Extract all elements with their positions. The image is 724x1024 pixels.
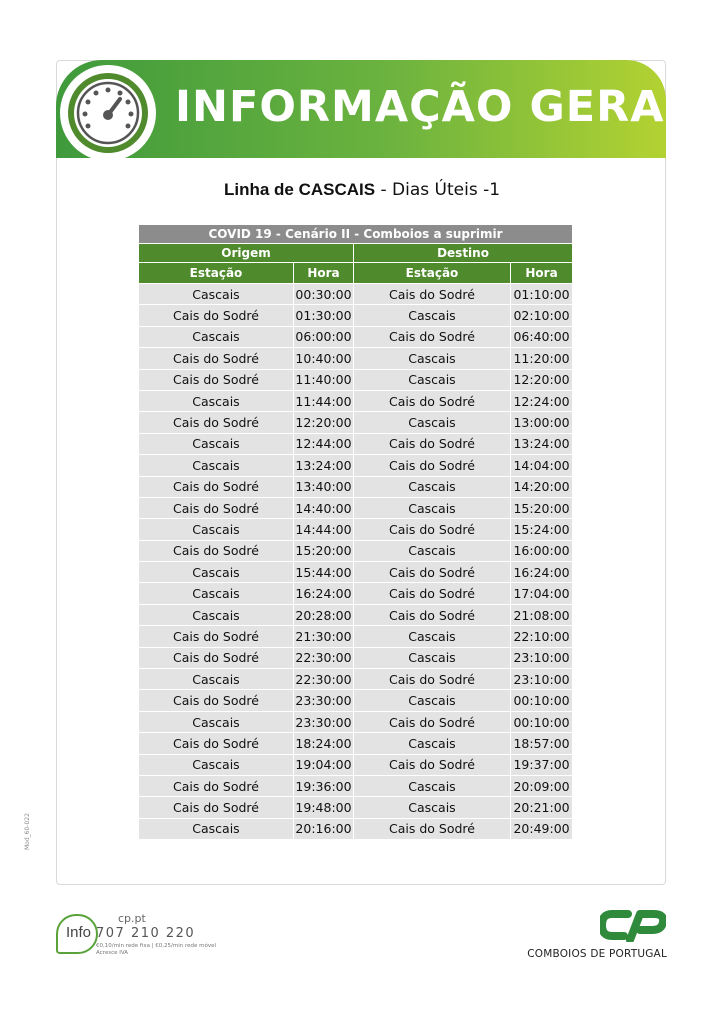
destination-time-cell: 00:10:00 bbox=[511, 690, 573, 711]
table-row bbox=[139, 604, 573, 625]
destination-station-cell: Cais do Sodré bbox=[354, 284, 511, 305]
suppressed-trains-table bbox=[138, 224, 573, 840]
destination-station-cell: Cascais bbox=[354, 540, 511, 561]
destination-station-cell: Cais do Sodré bbox=[354, 583, 511, 604]
destination-time-cell: 23:10:00 bbox=[511, 647, 573, 668]
table-row bbox=[139, 626, 573, 647]
origin-station-cell: Cais do Sodré bbox=[139, 348, 294, 369]
origin-station-cell: Cascais bbox=[139, 583, 294, 604]
table-row bbox=[139, 797, 573, 818]
destination-station-cell: Cais do Sodré bbox=[354, 818, 511, 839]
origin-station-cell: Cascais bbox=[139, 562, 294, 583]
origin-time-cell: 00:30:00 bbox=[294, 284, 354, 305]
origin-header: Origem bbox=[139, 244, 354, 263]
table-row bbox=[139, 562, 573, 583]
destination-station-cell: Cascais bbox=[354, 647, 511, 668]
origin-station-cell: Cais do Sodré bbox=[139, 369, 294, 390]
origin-station-cell: Cascais bbox=[139, 326, 294, 347]
origin-station-cell: Cais do Sodré bbox=[139, 647, 294, 668]
table-row bbox=[139, 305, 573, 326]
table-row bbox=[139, 476, 573, 497]
origin-time-cell: 19:36:00 bbox=[294, 775, 354, 796]
origin-time-cell: 14:40:00 bbox=[294, 497, 354, 518]
destination-station-cell: Cascais bbox=[354, 305, 511, 326]
destination-time-cell: 02:10:00 bbox=[511, 305, 573, 326]
destination-time-cell: 00:10:00 bbox=[511, 711, 573, 732]
destination-station-cell: Cais do Sodré bbox=[354, 669, 511, 690]
origin-time-cell: 01:30:00 bbox=[294, 305, 354, 326]
table-row bbox=[139, 540, 573, 561]
origin-station-cell: Cascais bbox=[139, 711, 294, 732]
origin-station-cell: Cascais bbox=[139, 433, 294, 454]
destination-time-cell: 14:20:00 bbox=[511, 476, 573, 497]
table-row bbox=[139, 455, 573, 476]
origin-station-cell: Cais do Sodré bbox=[139, 497, 294, 518]
table-row bbox=[139, 433, 573, 454]
origin-station-cell: Cais do Sodré bbox=[139, 626, 294, 647]
table-row bbox=[139, 775, 573, 796]
destination-station-cell: Cais do Sodré bbox=[354, 455, 511, 476]
destination-station-cell: Cascais bbox=[354, 412, 511, 433]
destination-time-cell: 16:24:00 bbox=[511, 562, 573, 583]
origin-station-cell: Cais do Sodré bbox=[139, 797, 294, 818]
table-row bbox=[139, 369, 573, 390]
table-row bbox=[139, 412, 573, 433]
destination-station-cell: Cais do Sodré bbox=[354, 754, 511, 775]
destination-station-cell: Cascais bbox=[354, 775, 511, 796]
table-row bbox=[139, 647, 573, 668]
table-row bbox=[139, 284, 573, 305]
destination-station-header: Estação bbox=[354, 263, 511, 284]
table-row bbox=[139, 390, 573, 411]
origin-time-cell: 12:20:00 bbox=[294, 412, 354, 433]
table-row bbox=[139, 818, 573, 839]
origin-time-cell: 23:30:00 bbox=[294, 711, 354, 732]
destination-station-cell: Cais do Sodré bbox=[354, 433, 511, 454]
destination-time-cell: 15:20:00 bbox=[511, 497, 573, 518]
line-label: Linha de CASCAIS bbox=[223, 180, 376, 199]
brand-name: COMBOIOS DE PORTUGAL bbox=[527, 948, 667, 960]
table-body bbox=[139, 284, 573, 840]
origin-station-cell: Cascais bbox=[139, 818, 294, 839]
info-phone: 707 210 220 bbox=[96, 926, 196, 941]
table-row bbox=[139, 711, 573, 732]
destination-time-cell: 15:24:00 bbox=[511, 519, 573, 540]
origin-time-cell: 22:30:00 bbox=[294, 647, 354, 668]
cp-logo bbox=[600, 908, 666, 942]
destination-station-cell: Cais do Sodré bbox=[354, 562, 511, 583]
origin-station-cell: Cascais bbox=[139, 604, 294, 625]
destination-time-cell: 06:40:00 bbox=[511, 326, 573, 347]
origin-station-cell: Cascais bbox=[139, 669, 294, 690]
destination-station-cell: Cascais bbox=[354, 348, 511, 369]
origin-station-cell: Cascais bbox=[139, 390, 294, 411]
destination-station-cell: Cascais bbox=[354, 369, 511, 390]
destination-time-cell: 19:37:00 bbox=[511, 754, 573, 775]
info-contact bbox=[56, 912, 236, 962]
destination-time-cell: 12:24:00 bbox=[511, 390, 573, 411]
origin-station-header: Estação bbox=[139, 263, 294, 284]
document-title bbox=[0, 180, 724, 200]
destination-time-cell: 01:10:00 bbox=[511, 284, 573, 305]
origin-time-cell: 10:40:00 bbox=[294, 348, 354, 369]
table-row bbox=[139, 326, 573, 347]
destination-time-cell: 16:00:00 bbox=[511, 540, 573, 561]
destination-station-cell: Cascais bbox=[354, 497, 511, 518]
origin-time-cell: 18:24:00 bbox=[294, 733, 354, 754]
origin-time-cell: 13:24:00 bbox=[294, 455, 354, 476]
origin-time-cell: 16:24:00 bbox=[294, 583, 354, 604]
origin-station-cell: Cais do Sodré bbox=[139, 476, 294, 497]
origin-time-cell: 19:04:00 bbox=[294, 754, 354, 775]
origin-time-cell: 14:44:00 bbox=[294, 519, 354, 540]
origin-time-cell: 20:16:00 bbox=[294, 818, 354, 839]
origin-station-cell: Cascais bbox=[139, 455, 294, 476]
destination-time-cell: 23:10:00 bbox=[511, 669, 573, 690]
group-header-row bbox=[139, 244, 573, 263]
origin-station-cell: Cais do Sodré bbox=[139, 690, 294, 711]
destination-time-cell: 13:00:00 bbox=[511, 412, 573, 433]
destination-station-cell: Cais do Sodré bbox=[354, 519, 511, 540]
destination-station-cell: Cais do Sodré bbox=[354, 390, 511, 411]
origin-station-cell: Cascais bbox=[139, 754, 294, 775]
origin-time-cell: 11:44:00 bbox=[294, 390, 354, 411]
destination-time-cell: 11:20:00 bbox=[511, 348, 573, 369]
origin-time-cell: 15:20:00 bbox=[294, 540, 354, 561]
table-row bbox=[139, 519, 573, 540]
table-row bbox=[139, 583, 573, 604]
destination-time-cell: 20:49:00 bbox=[511, 818, 573, 839]
origin-time-header: Hora bbox=[294, 263, 354, 284]
origin-station-cell: Cais do Sodré bbox=[139, 733, 294, 754]
destination-station-cell: Cascais bbox=[354, 476, 511, 497]
origin-time-cell: 13:40:00 bbox=[294, 476, 354, 497]
origin-station-cell: Cais do Sodré bbox=[139, 775, 294, 796]
speedometer-icon bbox=[58, 63, 158, 163]
destination-station-cell: Cais do Sodré bbox=[354, 711, 511, 732]
table-caption: COVID 19 - Cenário II - Comboios a suprimir bbox=[139, 225, 573, 244]
table-row bbox=[139, 669, 573, 690]
origin-time-cell: 23:30:00 bbox=[294, 690, 354, 711]
destination-header: Destino bbox=[354, 244, 573, 263]
destination-time-cell: 21:08:00 bbox=[511, 604, 573, 625]
table-row bbox=[139, 497, 573, 518]
table-caption-row bbox=[139, 225, 573, 244]
origin-time-cell: 15:44:00 bbox=[294, 562, 354, 583]
destination-time-cell: 20:21:00 bbox=[511, 797, 573, 818]
destination-time-cell: 22:10:00 bbox=[511, 626, 573, 647]
origin-station-cell: Cascais bbox=[139, 519, 294, 540]
table-row bbox=[139, 690, 573, 711]
origin-time-cell: 20:28:00 bbox=[294, 604, 354, 625]
origin-time-cell: 22:30:00 bbox=[294, 669, 354, 690]
origin-time-cell: 12:44:00 bbox=[294, 433, 354, 454]
destination-station-cell: Cais do Sodré bbox=[354, 604, 511, 625]
form-code: Mod_60-022 bbox=[24, 813, 31, 850]
origin-time-cell: 06:00:00 bbox=[294, 326, 354, 347]
destination-station-cell: Cascais bbox=[354, 626, 511, 647]
origin-station-cell: Cascais bbox=[139, 284, 294, 305]
banner-title: INFORMAÇÃO GERAL bbox=[175, 82, 693, 132]
destination-station-cell: Cascais bbox=[354, 797, 511, 818]
destination-time-cell: 20:09:00 bbox=[511, 775, 573, 796]
origin-station-cell: Cais do Sodré bbox=[139, 305, 294, 326]
destination-time-cell: 12:20:00 bbox=[511, 369, 573, 390]
destination-time-cell: 13:24:00 bbox=[511, 433, 573, 454]
destination-time-cell: 14:04:00 bbox=[511, 455, 573, 476]
destination-time-header: Hora bbox=[511, 263, 573, 284]
info-iva: Acresce IVA bbox=[96, 950, 129, 956]
info-website[interactable]: cp.pt bbox=[118, 912, 146, 925]
destination-station-cell: Cascais bbox=[354, 690, 511, 711]
origin-time-cell: 11:40:00 bbox=[294, 369, 354, 390]
day-type: - Dias Úteis -1 bbox=[375, 180, 501, 200]
destination-time-cell: 17:04:00 bbox=[511, 583, 573, 604]
destination-station-cell: Cascais bbox=[354, 733, 511, 754]
origin-time-cell: 21:30:00 bbox=[294, 626, 354, 647]
table-row bbox=[139, 348, 573, 369]
destination-station-cell: Cais do Sodré bbox=[354, 326, 511, 347]
table-row bbox=[139, 733, 573, 754]
info-label: Info bbox=[66, 924, 92, 941]
info-price: €0,10/min rede fixa | €0,25/min rede móvel bbox=[96, 943, 217, 949]
origin-time-cell: 19:48:00 bbox=[294, 797, 354, 818]
column-header-row bbox=[139, 263, 573, 284]
origin-station-cell: Cais do Sodré bbox=[139, 540, 294, 561]
table-row bbox=[139, 754, 573, 775]
destination-time-cell: 18:57:00 bbox=[511, 733, 573, 754]
origin-station-cell: Cais do Sodré bbox=[139, 412, 294, 433]
